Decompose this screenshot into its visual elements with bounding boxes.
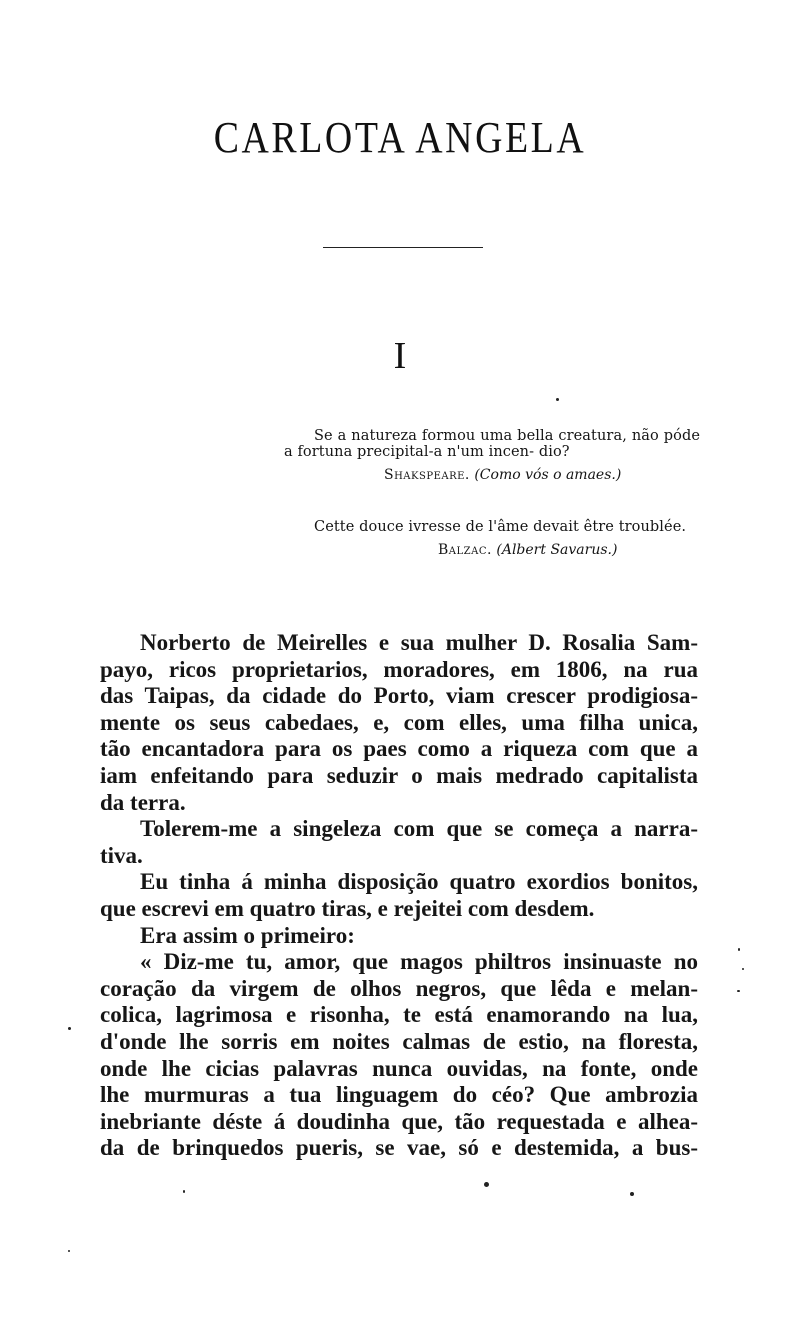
scan-speck xyxy=(484,1182,489,1187)
body-line: lhe murmuras a tua linguagem do céo? Que ambrozia xyxy=(100,1082,698,1108)
epigraph-balzac xyxy=(284,519,700,558)
epigraph-text xyxy=(284,519,700,535)
body-line: Eu tinha á minha disposição quatro exordios bonitos, xyxy=(140,869,698,895)
epigraph-work: (Como vós o amaes.) xyxy=(474,467,622,483)
scan-speck xyxy=(738,948,740,951)
body-line: que escrevi em quatro tiras, e rejeitei com desdem. xyxy=(100,895,595,921)
epigraph-author: Balzac. xyxy=(438,542,492,558)
body-line: da terra. xyxy=(100,789,186,815)
body-line: Era assim o primeiro: xyxy=(140,922,355,948)
body-line: d'onde lhe sorris em noites calmas de estio, na floresta, xyxy=(100,1028,698,1054)
body-line: tão encantadora para os paes como a riqueza com que a xyxy=(100,736,698,762)
epigraph-line: não póde a fortuna precipital-a n'um incen- xyxy=(284,428,701,460)
epigraph-author: Shakspeare. xyxy=(384,467,470,483)
body-line: payo, ricos proprietarios, moradores, em 1806, na rua xyxy=(100,656,698,682)
chapter-number xyxy=(0,334,800,378)
epigraph-attribution xyxy=(284,542,700,558)
body-line: da de brinquedos pueris, se vae, só e destemida, a bus- xyxy=(100,1135,698,1161)
body-line: Tolerem-me a singeleza com que se começa a narra- xyxy=(140,816,698,842)
scan-speck xyxy=(556,398,559,401)
body-line: inebriante déste á doudinha que, tão requestada e alhea- xyxy=(100,1108,698,1134)
epigraph-line: Cette douce ivresse de l'âme devait être xyxy=(314,519,614,535)
epigraph-line: dio? xyxy=(538,444,570,460)
body-line: « Diz-me tu, amor, que magos philtros insinuaste no xyxy=(140,949,698,975)
body-line: tiva. xyxy=(100,842,143,868)
body-line: onde lhe cicias palavras nunca ouvidas, na fonte, onde xyxy=(100,1055,698,1081)
scan-speck xyxy=(68,1027,71,1030)
epigraph-line: Se a natureza formou uma bella creatura, xyxy=(314,428,627,444)
chapter-number-text: I xyxy=(393,335,407,377)
body-line: coração da virgem de olhos negros, que lêda e melan- xyxy=(100,975,698,1001)
title-divider xyxy=(323,247,483,248)
scan-speck xyxy=(630,1192,634,1196)
body-line: das Taipas, da cidade do Porto, viam crescer prodigiosa- xyxy=(100,683,698,709)
body-line: mente os seus cabedaes, e, com elles, uma filha unica, xyxy=(100,709,698,735)
body-text xyxy=(100,630,698,1162)
scan-speck xyxy=(742,968,744,970)
body-line: iam enfeitando para seduzir o mais medrado capitalista xyxy=(100,762,698,788)
body-line: colica, lagrimosa e risonha, te está enamorando na lua, xyxy=(100,1002,698,1028)
body-line: Norberto de Meirelles e sua mulher D. Rosalia Sam- xyxy=(140,630,698,655)
scan-speck xyxy=(737,990,740,992)
epigraph-shakespeare xyxy=(284,428,700,483)
scan-speck xyxy=(68,1250,70,1252)
epigraph-attribution xyxy=(284,467,700,483)
scan-speck xyxy=(183,1190,185,1193)
epigraph-work: (Albert Savarus.) xyxy=(496,542,618,558)
epigraph-text xyxy=(284,428,700,460)
epigraph-line: troublée. xyxy=(618,519,687,535)
page-title: CARLOTA ANGELA xyxy=(213,113,587,162)
